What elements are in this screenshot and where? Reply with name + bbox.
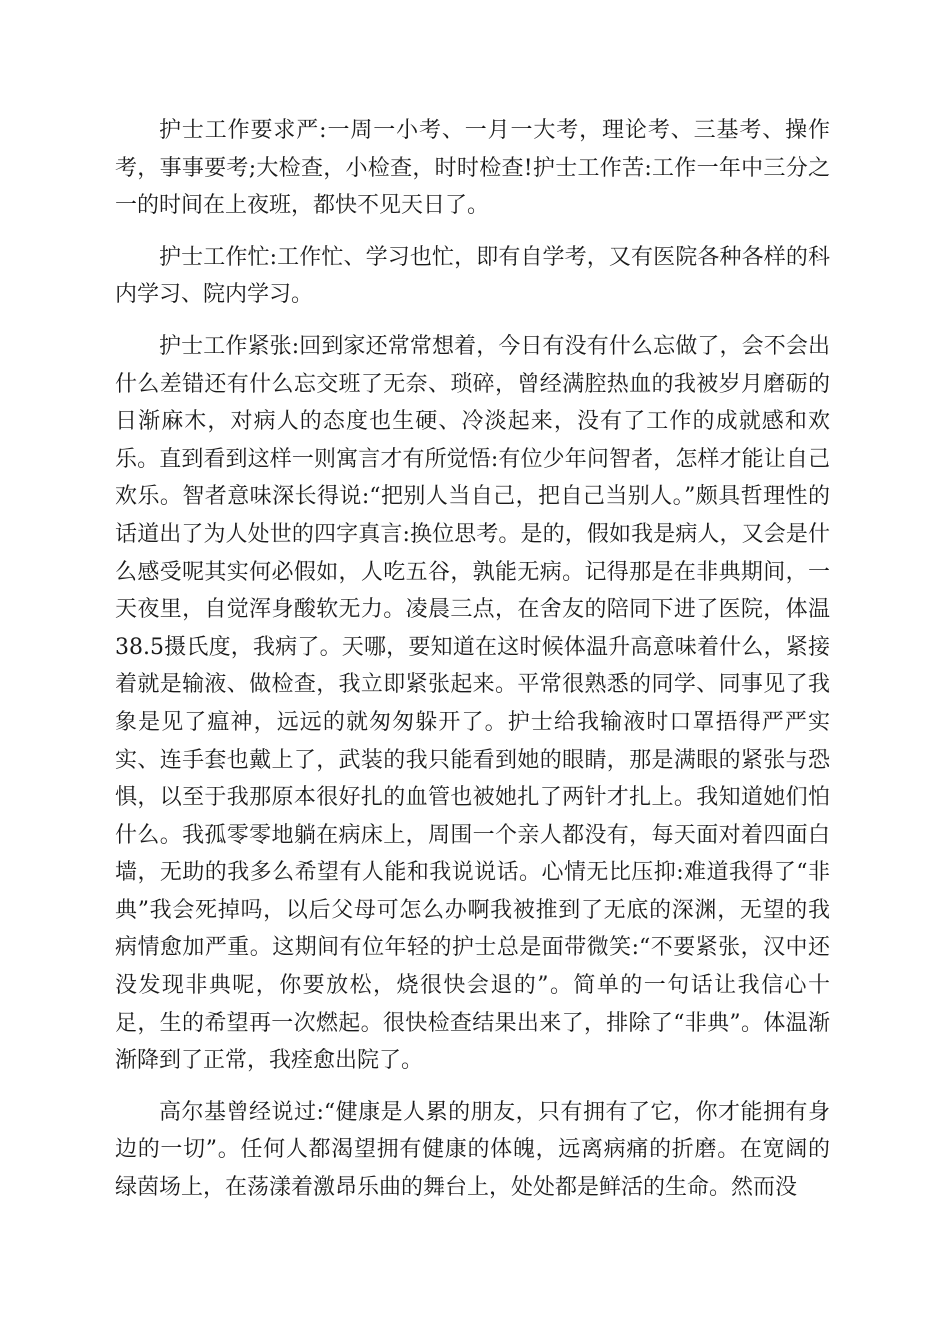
document-page <box>115 112 830 1221</box>
paragraph-nurse-strict: 护士工作要求严:一周一小考、一月一大考，理论考、三基考、操作考，事事要考;大检查，小检查，时时检查!护士工作苦:工作一年中三分之一的时间在上夜班，都快不见天日了。 <box>115 118 830 219</box>
paragraph-nurse-busy: 护士工作忙:工作忙、学习也忙，即有自学考，又有医院各种各样的科内学习、院内学习。 <box>115 244 830 308</box>
paragraph-gorky-quote: 高尔基曾经说过:“健康是人累的朋友，只有拥有了它，你才能拥有身边的一切”。任何人都渴望拥有健康的体魄，远离病痛的折磨。在宽阔的绿茵场上，在荡漾着激昂乐曲的舞台上，处处都是鲜活的生命。然而没 <box>115 1099 830 1201</box>
paragraph-nurse-tense: 护士工作紧张:回到家还常常想着，今日有没有什么忘做了，会不会出什么差错还有什么忘交班了无奈、琐碎，曾经满腔热血的我被岁月磨砺的日渐麻木，对病人的态度也生硬、冷淡起来，没有了工作的成就感和欢乐。直到看到这样一则寓言才有所觉悟:有位少年问智者，怎样才能让自己欢乐。智者意味深长得说:“把别人当自己，把自己当别人。”颇具哲理性的话道出了为人处世的四字真言:换位思考。是的，假如我是病人，又会是什么感受呢其实何必假如，人吃五谷，孰能无病。记得那是在非典期间，一天夜里，自觉浑身酸软无力。凌晨三点，在舍友的陪同下进了医院，体温38.5摄氏度，我病了。天哪，要知道在这时候体温升高意味着什么，紧接着就是输液、做检查，我立即紧张起来。平常很熟悉的同学、同事见了我象是见了瘟神，远远的就匆匆躲开了。护士给我输液时口罩捂得严严实实、连手套也戴上了，武装的我只能看到她的眼睛，那是满眼的紧张与恐惧，以至于我那原本很好扎的血管也被她扎了两针才扎上。我知道她们怕什么。我孤零零地躺在病床上，周围一个亲人都没有，每天面对着四面白墙，无助的我多么希望有人能和我说说话。心情无比压抑:难道我得了“非典”我会死掉吗，以后父母可怎么办啊我被推到了无底的深渊，无望的我病情愈加严重。这期间有位年轻的护士总是面带微笑:“不要紧张，汉中还没发现非典呢，你要放松，烧很快会退的”。简单的一句话让我信心十足，生的希望再一次燃起。很快检查结果出来了，排除了“非典”。体温渐渐降到了正常，我痊愈出院了。 <box>115 333 830 1074</box>
